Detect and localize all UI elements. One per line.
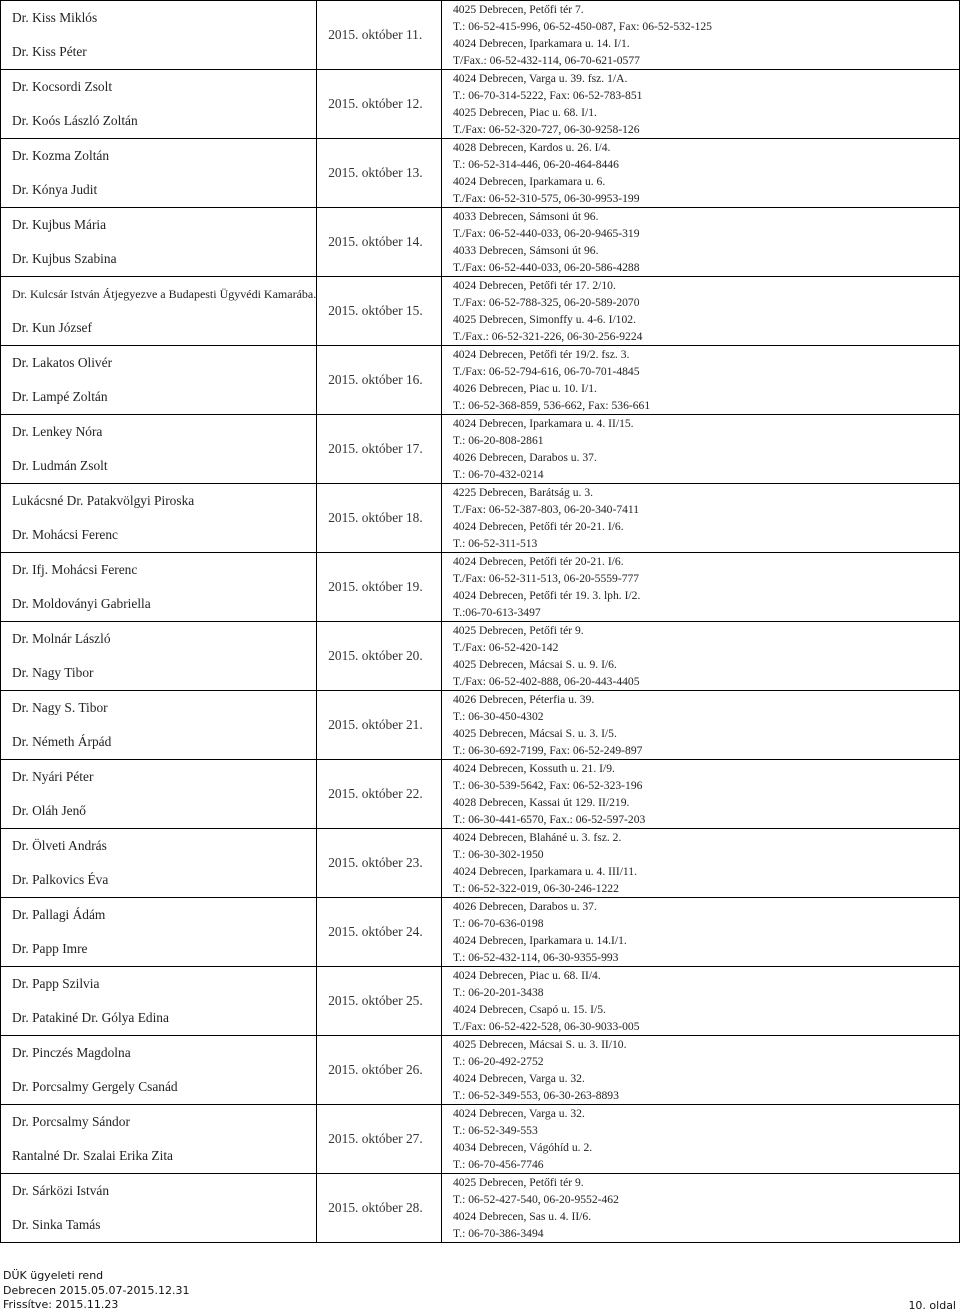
lawyer-name: Dr. Nagy S. Tibor bbox=[12, 700, 108, 715]
address-line: 4034 Debrecen, Vágóhíd u. 2. bbox=[452, 1141, 593, 1154]
duty-date: 2015. október 19. bbox=[328, 579, 423, 594]
address-line: 4026 Debrecen, Darabos u. 37. bbox=[452, 451, 597, 464]
duty-date-cell bbox=[317, 70, 442, 139]
duty-date-cell bbox=[317, 139, 442, 208]
address-line: 4024 Debrecen, Sas u. 4. II/6. bbox=[452, 1210, 592, 1223]
duty-date: 2015. október 17. bbox=[328, 441, 423, 456]
contact-info-cell bbox=[441, 760, 959, 829]
address-line: 4024 Debrecen, Iparkamara u. 14.I/1. bbox=[452, 934, 627, 947]
contact-info-cell bbox=[441, 484, 959, 553]
phone-line: T.: 06-30-450-4302 bbox=[452, 710, 544, 723]
contact-info-cell bbox=[441, 622, 959, 691]
footer-title: DÜK ügyeleti rend bbox=[3, 1269, 104, 1282]
address-line: 4024 Debrecen, Petőfi tér 17. 2/10. bbox=[452, 279, 616, 292]
phone-line: T.: 06-20-201-3438 bbox=[452, 986, 544, 999]
table-row bbox=[1, 622, 960, 691]
lawyer-name: Dr. Németh Árpád bbox=[12, 734, 112, 749]
phone-line: T.: 06-70-314-5222, Fax: 06-52-783-851 bbox=[452, 89, 643, 102]
lawyer-names-cell bbox=[1, 553, 317, 622]
phone-line: T.: 06-52-311-513 bbox=[452, 537, 538, 550]
duty-date-cell bbox=[317, 1174, 442, 1243]
lawyer-names-cell bbox=[1, 415, 317, 484]
phone-line: T.: 06-70-636-0198 bbox=[452, 917, 544, 930]
address-line: 4024 Debrecen, Iparkamara u. 4. III/11. bbox=[452, 865, 637, 878]
table-row bbox=[1, 484, 960, 553]
phone-line: T.: 06-30-441-6570, Fax.: 06-52-597-203 bbox=[452, 813, 646, 826]
duty-date-cell bbox=[317, 484, 442, 553]
lawyer-name: Dr. Papp Imre bbox=[12, 941, 88, 956]
phone-line: T./Fax: 06-52-420-142 bbox=[452, 641, 559, 654]
phone-line: T./Fax: 06-52-794-616, 06-70-701-4845 bbox=[452, 365, 640, 378]
contact-info-cell bbox=[441, 967, 959, 1036]
address-line: 4225 Debrecen, Barátság u. 3. bbox=[452, 486, 594, 499]
address-line: 4025 Debrecen, Mácsai S. u. 9. I/6. bbox=[452, 658, 617, 671]
duty-date: 2015. október 28. bbox=[328, 1200, 423, 1215]
phone-line: T.: 06-30-539-5642, Fax: 06-52-323-196 bbox=[452, 779, 643, 792]
lawyer-name: Dr. Porcsalmy Sándor bbox=[12, 1114, 130, 1129]
lawyer-name: Dr. Ölveti András bbox=[12, 838, 107, 853]
address-line: 4024 Debrecen, Varga u. 39. fsz. 1/A. bbox=[452, 72, 628, 85]
phone-line: T.: 06-70-386-3494 bbox=[452, 1227, 544, 1240]
duty-date: 2015. október 20. bbox=[328, 648, 423, 663]
duty-date-cell bbox=[317, 415, 442, 484]
duty-date-cell bbox=[317, 1105, 442, 1174]
lawyer-name: Dr. Kónya Judit bbox=[12, 182, 98, 197]
lawyer-name: Dr. Pallagi Ádám bbox=[12, 907, 106, 922]
contact-info-cell bbox=[441, 415, 959, 484]
phone-line: T.: 06-30-692-7199, Fax: 06-52-249-897 bbox=[452, 744, 643, 757]
lawyer-names-cell bbox=[1, 346, 317, 415]
address-line: 4025 Debrecen, Mácsai S. u. 3. II/10. bbox=[452, 1038, 627, 1051]
lawyer-name: Dr. Oláh Jenő bbox=[12, 803, 87, 818]
lawyer-names-cell bbox=[1, 1105, 317, 1174]
contact-info-cell bbox=[441, 1105, 959, 1174]
duty-date: 2015. október 16. bbox=[328, 372, 423, 387]
table-row bbox=[1, 967, 960, 1036]
contact-info-cell bbox=[441, 1, 959, 70]
phone-line: T./Fax: 06-52-788-325, 06-20-589-2070 bbox=[452, 296, 640, 309]
phone-line: T./Fax: 06-52-320-727, 06-30-9258-126 bbox=[452, 123, 640, 136]
address-line: 4024 Debrecen, Csapó u. 15. I/5. bbox=[452, 1003, 606, 1016]
lawyer-name: Dr. Kun József bbox=[12, 320, 92, 335]
duty-date: 2015. október 18. bbox=[328, 510, 423, 525]
contact-info-cell bbox=[441, 898, 959, 967]
lawyer-name: Dr. Kiss Miklós bbox=[12, 10, 98, 25]
duty-date-cell bbox=[317, 1, 442, 70]
lawyer-names-cell bbox=[1, 760, 317, 829]
duty-date-cell bbox=[317, 898, 442, 967]
lawyer-name: Dr. Koós László Zoltán bbox=[12, 113, 138, 128]
address-line: 4024 Debrecen, Iparkamara u. 6. bbox=[452, 175, 606, 188]
phone-line: T./Fax: 06-52-311-513, 06-20-5559-777 bbox=[452, 572, 640, 585]
lawyer-name: Rantalné Dr. Szalai Erika Zita bbox=[12, 1148, 174, 1163]
lawyer-name: Dr. Sinka Tamás bbox=[12, 1217, 101, 1232]
contact-info-cell bbox=[441, 1036, 959, 1105]
table-row bbox=[1, 691, 960, 760]
phone-line: T.: 06-52-349-553, 06-30-263-8893 bbox=[452, 1089, 619, 1102]
contact-info-cell bbox=[441, 277, 959, 346]
duty-date: 2015. október 23. bbox=[328, 855, 423, 870]
address-line: 4024 Debrecen, Blaháné u. 3. fsz. 2. bbox=[452, 831, 622, 844]
address-line: 4024 Debrecen, Piac u. 68. II/4. bbox=[452, 969, 601, 982]
address-line: 4025 Debrecen, Mácsai S. u. 3. I/5. bbox=[452, 727, 617, 740]
address-line: 4024 Debrecen, Kossuth u. 21. I/9. bbox=[452, 762, 615, 775]
lawyer-name: Dr. Kulcsár István Átjegyezve a Budapesti Ügyvédi Kamarába. bbox=[12, 287, 317, 301]
lawyer-name: Dr. Moldoványi Gabriella bbox=[12, 596, 151, 611]
contact-info-cell bbox=[441, 208, 959, 277]
duty-date-cell bbox=[317, 760, 442, 829]
table-row bbox=[1, 277, 960, 346]
contact-info-cell bbox=[441, 691, 959, 760]
lawyer-name: Dr. Ifj. Mohácsi Ferenc bbox=[12, 562, 138, 577]
duty-date-cell bbox=[317, 967, 442, 1036]
lawyer-name: Dr. Patakiné Dr. Gólya Edina bbox=[12, 1010, 169, 1025]
lawyer-name: Dr. Kujbus Szabina bbox=[12, 251, 117, 266]
roster-body bbox=[1, 1, 960, 1243]
phone-line: T.: 06-52-427-540, 06-20-9552-462 bbox=[452, 1193, 619, 1206]
lawyer-name: Dr. Kocsordi Zsolt bbox=[12, 79, 113, 94]
phone-line: T.: 06-52-349-553 bbox=[452, 1124, 538, 1137]
lawyer-names-cell bbox=[1, 622, 317, 691]
duty-date-cell bbox=[317, 1036, 442, 1105]
footer-refreshed: Frissítve: 2015.11.23 bbox=[3, 1298, 119, 1311]
duty-date-cell bbox=[317, 208, 442, 277]
lawyer-names-cell bbox=[1, 484, 317, 553]
lawyer-name: Dr. Kiss Péter bbox=[12, 44, 87, 59]
phone-line: T.:06-70-613-3497 bbox=[452, 606, 541, 619]
duty-date: 2015. október 27. bbox=[328, 1131, 423, 1146]
phone-line: T.: 06-52-432-114, 06-30-9355-993 bbox=[452, 951, 619, 964]
phone-line: T./Fax.: 06-52-321-226, 06-30-256-9224 bbox=[452, 330, 643, 343]
table-row bbox=[1, 553, 960, 622]
lawyer-name: Dr. Kozma Zoltán bbox=[12, 148, 110, 163]
lawyer-name: Dr. Palkovics Éva bbox=[12, 872, 109, 887]
lawyer-name: Lukácsné Dr. Patakvölgyi Piroska bbox=[12, 493, 195, 508]
duty-date: 2015. október 21. bbox=[328, 717, 423, 732]
duty-date: 2015. október 25. bbox=[328, 993, 423, 1008]
table-row bbox=[1, 415, 960, 484]
lawyer-name: Dr. Lakatos Olivér bbox=[12, 355, 113, 370]
address-line: 4028 Debrecen, Kardos u. 26. I/4. bbox=[452, 141, 611, 154]
lawyer-names-cell bbox=[1, 139, 317, 208]
contact-info-cell bbox=[441, 139, 959, 208]
phone-line: T.: 06-52-322-019, 06-30-246-1222 bbox=[452, 882, 619, 895]
address-line: 4024 Debrecen, Iparkamara u. 4. II/15. bbox=[452, 417, 634, 430]
duty-date: 2015. október 12. bbox=[328, 96, 423, 111]
address-line: 4024 Debrecen, Petőfi tér 20-21. I/6. bbox=[452, 555, 624, 568]
address-line: 4024 Debrecen, Petőfi tér 19. 3. lph. I/2. bbox=[452, 589, 641, 602]
lawyer-names-cell bbox=[1, 691, 317, 760]
lawyer-name: Dr. Pinczés Magdolna bbox=[12, 1045, 131, 1060]
phone-line: T.: 06-20-492-2752 bbox=[452, 1055, 544, 1068]
address-line: 4026 Debrecen, Piac u. 10. I/1. bbox=[452, 382, 597, 395]
phone-line: T.: 06-30-302-1950 bbox=[452, 848, 544, 861]
table-row bbox=[1, 346, 960, 415]
contact-info-cell bbox=[441, 70, 959, 139]
footer-range: Debrecen 2015.05.07-2015.12.31 bbox=[3, 1283, 190, 1297]
lawyer-name: Dr. Mohácsi Ferenc bbox=[12, 527, 118, 542]
address-line: 4026 Debrecen, Péterfia u. 39. bbox=[452, 693, 595, 706]
duty-date-cell bbox=[317, 277, 442, 346]
table-row bbox=[1, 70, 960, 139]
phone-line: T/Fax.: 06-52-432-114, 06-70-621-0577 bbox=[452, 54, 640, 67]
lawyer-names-cell bbox=[1, 1, 317, 70]
duty-date: 2015. október 13. bbox=[328, 165, 423, 180]
duty-date: 2015. október 11. bbox=[328, 27, 423, 42]
phone-line: T./Fax: 06-52-310-575, 06-30-9953-199 bbox=[452, 192, 640, 205]
contact-info-cell bbox=[441, 346, 959, 415]
lawyer-name: Dr. Kujbus Mária bbox=[12, 217, 107, 232]
phone-line: T.: 06-70-432-0214 bbox=[452, 468, 544, 481]
duty-date: 2015. október 24. bbox=[328, 924, 423, 939]
phone-line: T./Fax: 06-52-402-888, 06-20-443-4405 bbox=[452, 675, 640, 688]
lawyer-name: Dr. Lenkey Nóra bbox=[12, 424, 103, 439]
lawyer-names-cell bbox=[1, 967, 317, 1036]
duty-date: 2015. október 22. bbox=[328, 786, 423, 801]
phone-line: T.: 06-52-415-996, 06-52-450-087, Fax: 06-52-532-125 bbox=[452, 20, 712, 33]
duty-date-cell bbox=[317, 829, 442, 898]
contact-info-cell bbox=[441, 553, 959, 622]
address-line: 4024 Debrecen, Iparkamara u. 14. I/1. bbox=[452, 37, 630, 50]
address-line: 4025 Debrecen, Petőfi tér 9. bbox=[452, 624, 584, 637]
address-line: 4025 Debrecen, Petőfi tér 7. bbox=[452, 3, 584, 16]
address-line: 4024 Debrecen, Petőfi tér 20-21. I/6. bbox=[452, 520, 624, 533]
table-row bbox=[1, 1036, 960, 1105]
address-line: 4028 Debrecen, Kassai út 129. II/219. bbox=[452, 796, 630, 809]
lawyer-names-cell bbox=[1, 1174, 317, 1243]
address-line: 4025 Debrecen, Petőfi tér 9. bbox=[452, 1176, 584, 1189]
phone-line: T./Fax: 06-52-440-033, 06-20-586-4288 bbox=[452, 261, 640, 274]
table-row bbox=[1, 898, 960, 967]
address-line: 4024 Debrecen, Varga u. 32. bbox=[452, 1072, 585, 1085]
duty-date-cell bbox=[317, 622, 442, 691]
lawyer-name: Dr. Ludmán Zsolt bbox=[12, 458, 108, 473]
phone-line: T./Fax: 06-52-422-528, 06-30-9033-005 bbox=[452, 1020, 640, 1033]
lawyer-names-cell bbox=[1, 898, 317, 967]
lawyer-name: Dr. Nyári Péter bbox=[12, 769, 94, 784]
address-line: 4024 Debrecen, Petőfi tér 19/2. fsz. 3. bbox=[452, 348, 630, 361]
phone-line: T./Fax: 06-52-387-803, 06-20-340-7411 bbox=[452, 503, 640, 516]
lawyer-name: Dr. Molnár László bbox=[12, 631, 111, 646]
address-line: 4033 Debrecen, Sámsoni út 96. bbox=[452, 210, 599, 223]
phone-line: T.: 06-52-314-446, 06-20-464-8446 bbox=[452, 158, 619, 171]
footer-info bbox=[3, 1269, 189, 1313]
address-line: 4025 Debrecen, Piac u. 68. I/1. bbox=[452, 106, 597, 119]
lawyer-names-cell bbox=[1, 70, 317, 139]
duty-date-cell bbox=[317, 346, 442, 415]
table-row bbox=[1, 1105, 960, 1174]
address-line: 4026 Debrecen, Darabos u. 37. bbox=[452, 900, 597, 913]
table-row bbox=[1, 208, 960, 277]
table-row bbox=[1, 760, 960, 829]
phone-line: T.: 06-52-368-859, 536-662, Fax: 536-661 bbox=[452, 399, 651, 412]
page-number: 10. oldal bbox=[908, 1299, 956, 1312]
address-line: 4033 Debrecen, Sámsoni út 96. bbox=[452, 244, 599, 257]
lawyer-name: Dr. Sárközi István bbox=[12, 1183, 110, 1198]
table-row bbox=[1, 1, 960, 70]
lawyer-names-cell bbox=[1, 208, 317, 277]
lawyer-name: Dr. Lampé Zoltán bbox=[12, 389, 108, 404]
lawyer-names-cell bbox=[1, 277, 317, 346]
lawyer-name: Dr. Porcsalmy Gergely Csanád bbox=[12, 1079, 178, 1094]
table-row bbox=[1, 139, 960, 208]
lawyer-names-cell bbox=[1, 1036, 317, 1105]
contact-info-cell bbox=[441, 1174, 959, 1243]
table-row bbox=[1, 829, 960, 898]
duty-date: 2015. október 26. bbox=[328, 1062, 423, 1077]
contact-info-cell bbox=[441, 829, 959, 898]
table-row bbox=[1, 1174, 960, 1243]
phone-line: T.: 06-70-456-7746 bbox=[452, 1158, 544, 1171]
duty-date-cell bbox=[317, 553, 442, 622]
address-line: 4025 Debrecen, Simonffy u. 4-6. I/102. bbox=[452, 313, 636, 326]
duty-date: 2015. október 15. bbox=[328, 303, 423, 318]
duty-date: 2015. október 14. bbox=[328, 234, 423, 249]
lawyer-name: Dr. Nagy Tibor bbox=[12, 665, 94, 680]
duty-date-cell bbox=[317, 691, 442, 760]
phone-line: T.: 06-20-808-2861 bbox=[452, 434, 544, 447]
address-line: 4024 Debrecen, Varga u. 32. bbox=[452, 1107, 585, 1120]
lawyer-name: Dr. Papp Szilvia bbox=[12, 976, 100, 991]
phone-line: T./Fax: 06-52-440-033, 06-20-9465-319 bbox=[452, 227, 640, 240]
lawyer-names-cell bbox=[1, 829, 317, 898]
